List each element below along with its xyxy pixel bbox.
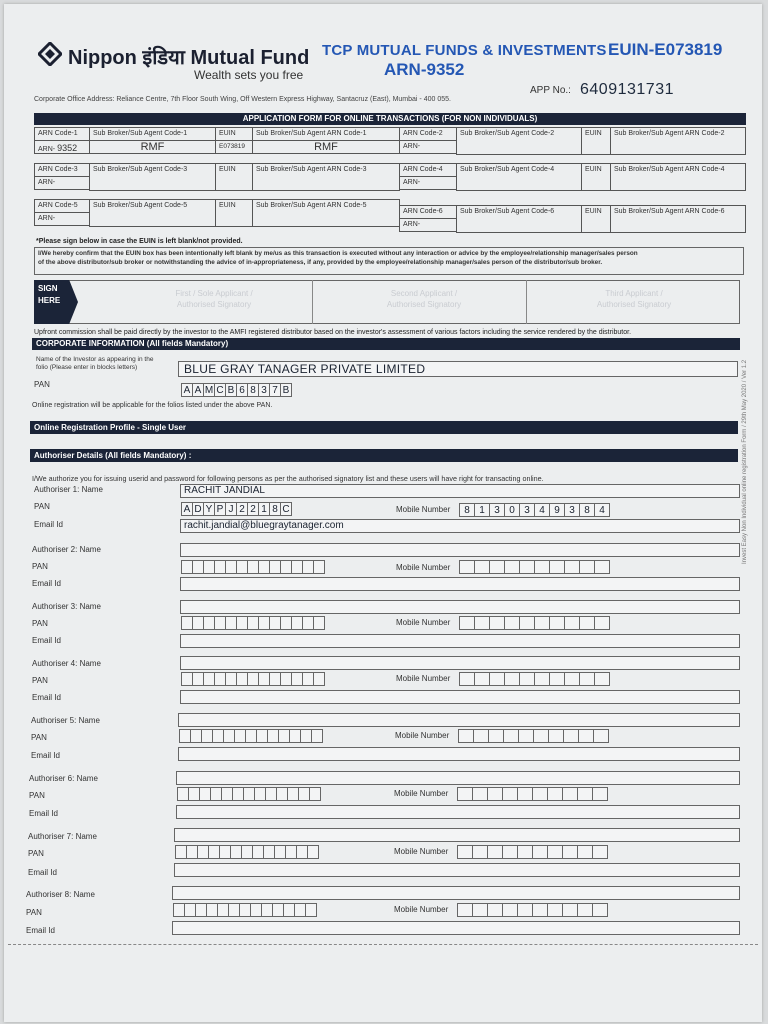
sub-arn-code-6-label: Sub Broker/Sub Agent ARN Code-6	[610, 205, 746, 233]
authoriser-2-mobile-field[interactable]	[460, 560, 610, 574]
authoriser-3-mobile-field[interactable]	[460, 616, 610, 630]
sub-arn-code-4-label: Sub Broker/Sub Agent ARN Code-4	[610, 163, 746, 191]
authoriser-8-mobile-field[interactable]	[458, 903, 608, 917]
authoriser-7-mobile-label: Mobile Number	[394, 847, 449, 856]
corporate-pan-label: PAN	[34, 380, 50, 389]
arn-code-3-field[interactable]: ARN-	[34, 176, 90, 190]
authoriser-3-name-field[interactable]	[180, 600, 740, 614]
authoriser-8-name-label: Authoriser 8: Name	[26, 890, 95, 899]
authoriser-1-email-label: Email Id	[34, 520, 63, 529]
form-title: APPLICATION FORM FOR ONLINE TRANSACTIONS (FOR NON INDIVIDUALS)	[34, 113, 746, 125]
corporate-info-heading: CORPORATE INFORMATION (All fields Mandatory)	[32, 338, 740, 350]
authoriser-2-mobile-label: Mobile Number	[396, 563, 451, 572]
authoriser-8-name-field[interactable]	[172, 886, 740, 900]
authoriser-1-pan-label: PAN	[34, 502, 50, 511]
brand-name: Nippon इंडिया Mutual Fund	[68, 47, 310, 69]
euin-6-label: EUIN	[581, 205, 611, 233]
app-no-label: APP No.:	[530, 85, 571, 96]
authoriser-3-email-label: Email Id	[32, 636, 61, 645]
commission-note: Upfront commission shall be paid directly by the investor to the AMFI registered distributor based on the investor's assessment of various factors including the service rendered by the distributor.	[34, 329, 632, 336]
euin-stamp: EUIN-E073819	[608, 40, 723, 59]
authoriser-1-email-value: rachit.jandial@bluegraytanager.com	[184, 520, 344, 531]
first-applicant-signature[interactable]: First / Sole Applicant / Authorised Signatory	[175, 289, 253, 309]
registration-profile-heading: Online Registration Profile - Single User	[30, 421, 738, 434]
authoriser-4-pan-field[interactable]	[182, 672, 325, 686]
authoriser-6-email-label: Email Id	[29, 809, 58, 818]
sub-broker-code-6-label: Sub Broker/Sub Agent Code-6	[456, 205, 582, 233]
form-version-side-text: Invest Easy Non Individual online registration Form / 29th May 2020 / Ver 1.2	[742, 359, 748, 564]
arn-code-1-field[interactable]: ARN- 9352	[34, 140, 90, 154]
authoriser-8-pan-field[interactable]	[174, 903, 317, 917]
sub-broker-code-5-label: Sub Broker/Sub Agent Code-5	[89, 199, 216, 227]
investor-name-label-2: folio (Please enter in blocks letters)	[36, 364, 138, 371]
authoriser-7-name-label: Authoriser 7: Name	[28, 832, 97, 841]
arn-code-5-field[interactable]: ARN-	[34, 212, 90, 226]
authoriser-2-pan-field[interactable]	[182, 560, 325, 574]
euin-1-field[interactable]: E073819	[215, 140, 253, 154]
authoriser-6-mobile-label: Mobile Number	[394, 789, 449, 798]
arn-code-1-label: ARN Code-1	[34, 127, 90, 141]
authoriser-7-email-field[interactable]	[174, 863, 740, 877]
distributor-stamp-arn: ARN-9352	[384, 60, 465, 79]
authoriser-5-email-label: Email Id	[31, 751, 60, 760]
authoriser-3-pan-field[interactable]	[182, 616, 325, 630]
euin-4-label: EUIN	[581, 163, 611, 191]
authoriser-6-mobile-field[interactable]	[458, 787, 608, 801]
authoriser-5-name-label: Authoriser 5: Name	[31, 716, 100, 725]
authoriser-7-pan-field[interactable]	[176, 845, 319, 859]
authoriser-3-email-field[interactable]	[180, 634, 740, 648]
authoriser-7-name-field[interactable]	[174, 828, 740, 842]
authoriser-8-pan-label: PAN	[26, 908, 42, 917]
second-applicant-signature[interactable]: Second Applicant / Authorised Signatory	[386, 289, 462, 309]
authoriser-6-pan-label: PAN	[29, 791, 45, 800]
authoriser-6-email-field[interactable]	[176, 805, 740, 819]
brand-tagline: Wealth sets you free	[194, 68, 304, 82]
sub-broker-code-1-label: Sub Broker/Sub Agent Code-1	[89, 127, 216, 141]
authoriser-6-name-label: Authoriser 6: Name	[29, 774, 98, 783]
authoriser-5-pan-label: PAN	[31, 733, 47, 742]
euin-5-label: EUIN	[215, 199, 253, 227]
sign-here-label: SIGN HERE	[38, 284, 61, 305]
distributor-stamp-name: TCP MUTUAL FUNDS & INVESTMENTS	[322, 42, 607, 59]
arn-code-4-field[interactable]: ARN-	[399, 176, 457, 190]
sub-arn-code-5-label: Sub Broker/Sub Agent ARN Code-5	[252, 199, 400, 227]
sub-arn-code-2-label: Sub Broker/Sub Agent ARN Code-2	[610, 127, 746, 155]
authoriser-4-email-label: Email Id	[32, 693, 61, 702]
euin-3-label: EUIN	[215, 163, 253, 191]
authoriser-8-mobile-label: Mobile Number	[394, 905, 449, 914]
arn-code-2-label: ARN Code-2	[399, 127, 457, 141]
authoriser-3-mobile-label: Mobile Number	[396, 618, 451, 627]
sub-arn-code-1-field[interactable]: RMF	[252, 140, 400, 154]
authoriser-6-pan-field[interactable]	[178, 787, 321, 801]
euin-note: *Please sign below in case the EUIN is left blank/not provided.	[36, 238, 243, 245]
arn-code-3-label: ARN Code-3	[34, 163, 90, 177]
corporate-address: Corporate Office Address: Reliance Centre, 7th Floor South Wing, Off Western Express Highway, Santacruz (East), Mumbai - 400 055.	[34, 96, 451, 103]
confirmation-line-1: I/We hereby confirm that the EUIN box has been intentionally left blank by me/us as this transaction is executed without any interaction or advice by the employee/relationship manager/sales person	[38, 250, 638, 257]
investor-name-label-1: Name of the Investor as appearing in the	[36, 356, 154, 363]
nippon-logo-icon	[38, 42, 62, 66]
third-applicant-signature[interactable]: Third Applicant / Authorised Signatory	[596, 289, 672, 309]
authoriser-8-email-field[interactable]	[172, 921, 740, 935]
authoriser-1-name-value: RACHIT JANDIAL	[184, 485, 265, 496]
authoriser-intro: I/We authorize you for issuing userid and password for following persons as per the authorised signatory list and these users will have right for transacting online.	[32, 474, 544, 483]
authoriser-2-email-field[interactable]	[180, 577, 740, 591]
arn-code-6-field[interactable]: ARN-	[399, 218, 457, 232]
arn-code-2-field[interactable]: ARN-	[399, 140, 457, 154]
signature-divider	[312, 280, 313, 324]
arn-code-5-label: ARN Code-5	[34, 199, 90, 213]
authoriser-2-pan-label: PAN	[32, 562, 48, 571]
authoriser-5-email-field[interactable]	[178, 747, 740, 761]
authoriser-4-name-label: Authoriser 4: Name	[32, 659, 101, 668]
online-registration-note: Online registration will be applicable for the folios listed under the above PAN.	[32, 402, 273, 409]
euin-confirmation-box	[34, 247, 744, 275]
authoriser-1-name-label: Authoriser 1: Name	[34, 485, 103, 494]
authoriser-3-name-label: Authoriser 3: Name	[32, 602, 101, 611]
signature-divider	[526, 280, 527, 324]
sub-broker-code-4-label: Sub Broker/Sub Agent Code-4	[456, 163, 582, 191]
cut-line-divider	[8, 944, 758, 945]
app-no-value[interactable]: 6409131731	[580, 81, 674, 98]
authoriser-6-name-field[interactable]	[176, 771, 740, 785]
authoriser-4-pan-label: PAN	[32, 676, 48, 685]
authoriser-details-heading: Authoriser Details (All fields Mandatory) :	[30, 449, 738, 462]
sub-broker-code-3-label: Sub Broker/Sub Agent Code-3	[89, 163, 216, 191]
authoriser-4-mobile-label: Mobile Number	[396, 674, 451, 683]
authoriser-1-mobile-label: Mobile Number	[396, 505, 451, 514]
authoriser-5-mobile-label: Mobile Number	[395, 731, 450, 740]
authoriser-7-pan-label: PAN	[28, 849, 44, 858]
authoriser-5-name-field[interactable]	[178, 713, 740, 727]
sub-arn-code-3-label: Sub Broker/Sub Agent ARN Code-3	[252, 163, 400, 191]
corporate-pan-field[interactable]: A A M C B 6 8 3 7 B	[182, 383, 292, 397]
euin-2-label: EUIN	[581, 127, 611, 155]
authoriser-7-mobile-field[interactable]	[458, 845, 608, 859]
authoriser-1-mobile-field[interactable]: 8 1 3 0 3 4 9 3 8 4	[460, 503, 610, 517]
arn-code-6-label: ARN Code-6	[399, 205, 457, 219]
authoriser-1-pan-field[interactable]: A D Y P J 2 2 1 8 C	[182, 502, 292, 516]
sub-broker-code-2-label: Sub Broker/Sub Agent Code-2	[456, 127, 582, 155]
authoriser-4-mobile-field[interactable]	[460, 672, 610, 686]
sub-arn-code-1-label: Sub Broker/Sub Agent ARN Code-1	[252, 127, 400, 141]
authoriser-5-mobile-field[interactable]	[459, 729, 609, 743]
authoriser-2-email-label: Email Id	[32, 579, 61, 588]
form-sheet	[4, 4, 762, 1022]
arn-code-4-label: ARN Code-4	[399, 163, 457, 177]
euin-1-label: EUIN	[215, 127, 253, 141]
authoriser-4-name-field[interactable]	[180, 656, 740, 670]
confirmation-line-2: of the above distributor/sub broker or notwithstanding the advice of in-appropriateness, if any, provided by the employee/relationship manager/sales person of the distributor/sub broker.	[38, 259, 603, 266]
authoriser-7-email-label: Email Id	[28, 868, 57, 877]
authoriser-5-pan-field[interactable]	[180, 729, 323, 743]
authoriser-4-email-field[interactable]	[180, 690, 740, 704]
authoriser-8-email-label: Email Id	[26, 926, 55, 935]
authoriser-2-name-label: Authoriser 2: Name	[32, 545, 101, 554]
investor-name-value: BLUE GRAY TANAGER PRIVATE LIMITED	[184, 362, 426, 376]
authoriser-3-pan-label: PAN	[32, 619, 48, 628]
authoriser-2-name-field[interactable]	[180, 543, 740, 557]
sub-broker-code-1-field[interactable]: RMF	[89, 140, 216, 154]
